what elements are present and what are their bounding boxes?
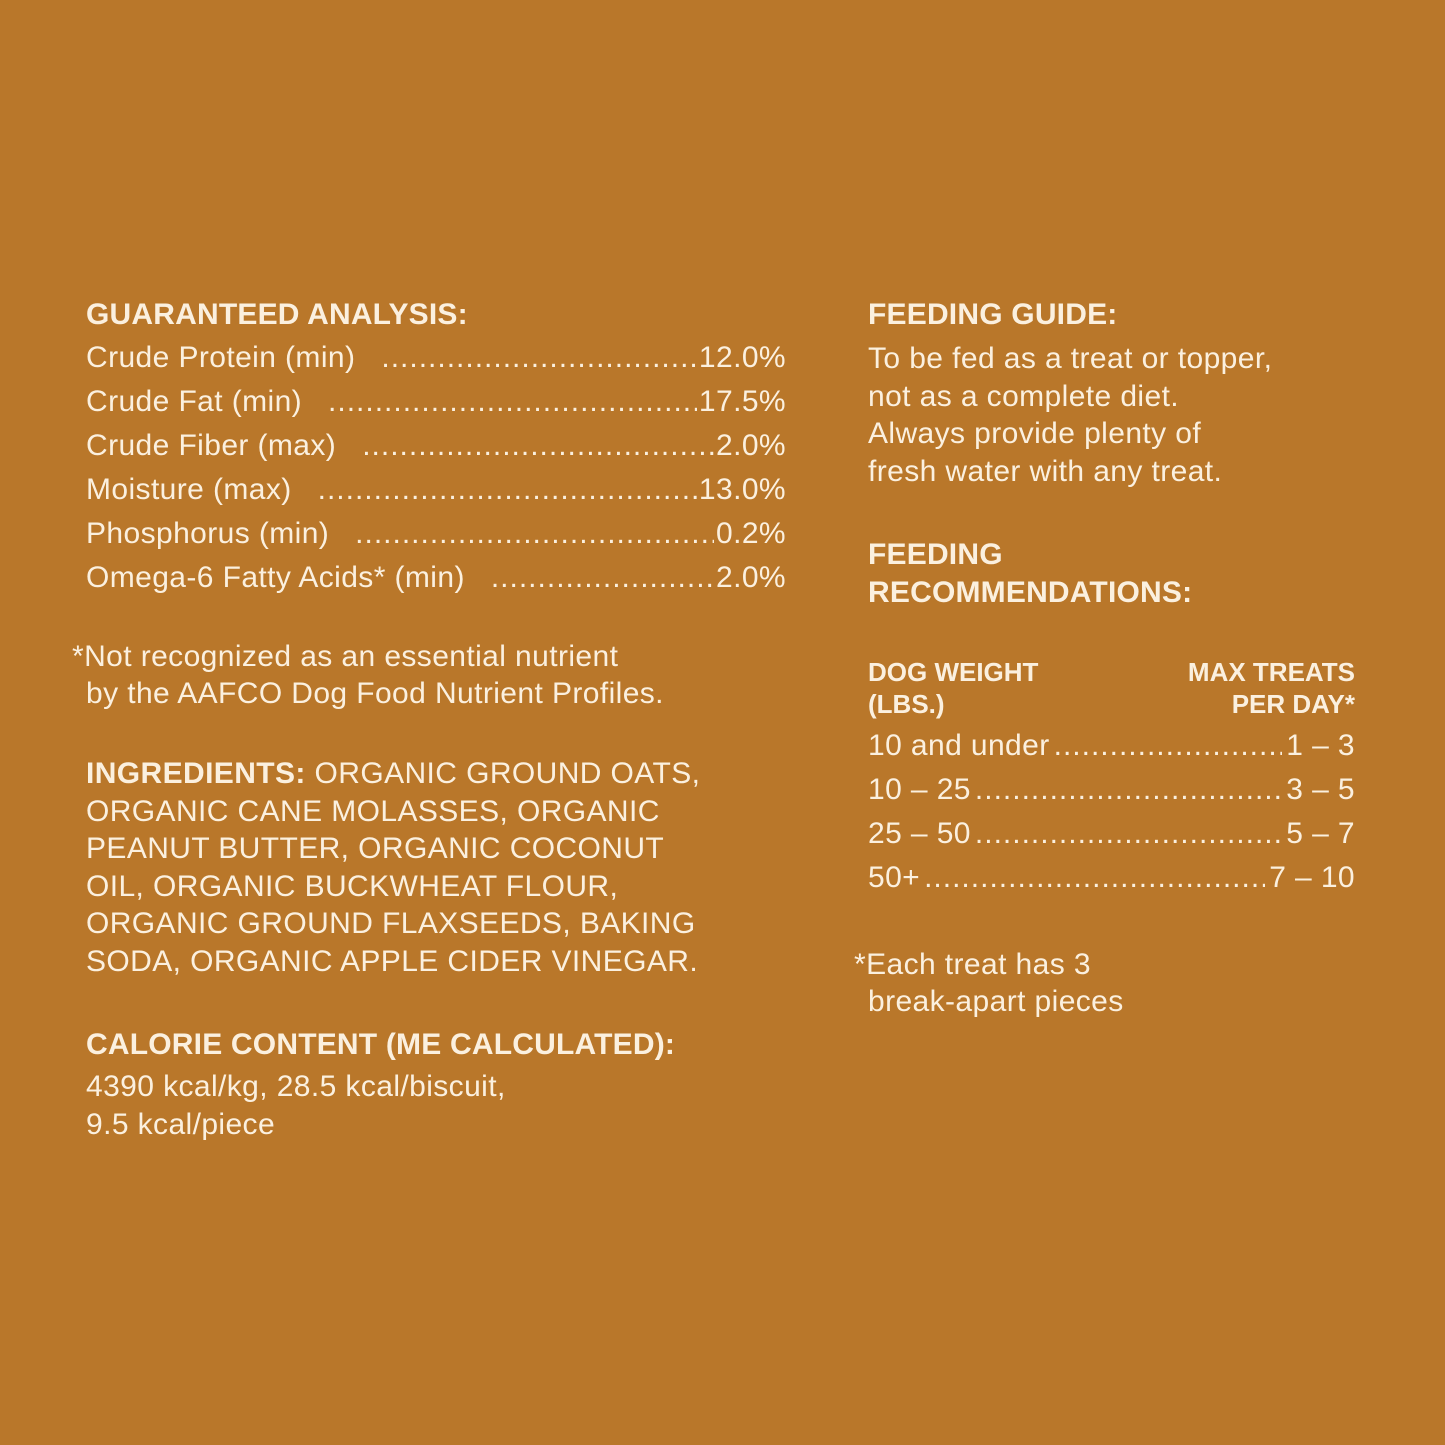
weight-cell: 10 – 25 bbox=[868, 773, 971, 806]
analysis-row bbox=[86, 468, 786, 512]
footnote-line: *Each treat has 3 bbox=[854, 948, 1091, 981]
analysis-label: Crude Protein (min) bbox=[86, 341, 356, 374]
dot-leader bbox=[924, 856, 1265, 900]
treat-table bbox=[868, 724, 1355, 900]
analysis-value: 0.2% bbox=[716, 517, 786, 550]
analysis-value: 12.0% bbox=[698, 341, 786, 374]
weight-cell: 50+ bbox=[868, 861, 921, 894]
ingredients-line: SODA, ORGANIC APPLE CIDER VINEGAR. bbox=[86, 944, 699, 978]
analysis-row bbox=[86, 512, 786, 556]
weight-column-header: DOG WEIGHT (LBS.) bbox=[868, 657, 1039, 719]
dot-leader bbox=[491, 556, 714, 600]
analysis-row bbox=[86, 556, 786, 600]
feeding-guide-line: fresh water with any treat. bbox=[868, 454, 1223, 488]
footnote-line: by the AAFCO Dog Food Nutrient Profiles. bbox=[86, 677, 664, 710]
treat-row bbox=[868, 768, 1355, 812]
weight-cell: 10 and under bbox=[868, 729, 1050, 762]
footnote-line: *Not recognized as an essential nutrient bbox=[72, 640, 619, 673]
treats-column-header: MAX TREATS PER DAY* bbox=[1187, 657, 1355, 719]
dot-leader bbox=[381, 336, 697, 380]
dot-leader bbox=[362, 424, 714, 468]
analysis-value: 17.5% bbox=[698, 385, 786, 418]
ingredients-line: INGREDIENTS: ORGANIC GROUND OATS, bbox=[86, 757, 701, 790]
calorie-heading: CALORIE CONTENT (ME CALCULATED): bbox=[86, 1028, 676, 1061]
treat-row bbox=[868, 856, 1355, 900]
dot-leader bbox=[318, 468, 697, 512]
analysis-row bbox=[86, 424, 786, 468]
footnote-asterisk: * bbox=[72, 640, 85, 673]
recommendations-heading-line: RECOMMENDATIONS: bbox=[868, 576, 1193, 609]
guaranteed-analysis-heading: GUARANTEED ANALYSIS: bbox=[86, 298, 468, 331]
analysis-value: 2.0% bbox=[716, 561, 786, 594]
dot-leader bbox=[355, 512, 714, 556]
dot-leader bbox=[1054, 724, 1283, 768]
analysis-value: 2.0% bbox=[716, 429, 786, 462]
analysis-footnote bbox=[72, 638, 786, 712]
treat-row bbox=[868, 812, 1355, 856]
analysis-label: Moisture (max) bbox=[86, 473, 292, 506]
feeding-guide-line: Always provide plenty of bbox=[868, 417, 1202, 450]
treats-cell: 7 – 10 bbox=[1269, 861, 1355, 894]
left-column bbox=[72, 296, 786, 1143]
dot-leader bbox=[975, 812, 1282, 856]
analysis-table bbox=[86, 336, 786, 600]
analysis-label: Crude Fiber (max) bbox=[86, 429, 337, 462]
calorie-section bbox=[86, 1026, 786, 1143]
dot-leader bbox=[975, 768, 1282, 812]
ingredients-line: ORGANIC CANE MOLASSES, ORGANIC bbox=[86, 794, 660, 828]
recommendations-heading-line: FEEDING bbox=[868, 538, 1003, 571]
treat-row bbox=[868, 724, 1355, 768]
calorie-line: 4390 kcal/kg, 28.5 kcal/biscuit, bbox=[86, 1070, 506, 1103]
treats-cell: 1 – 3 bbox=[1286, 729, 1355, 762]
right-column bbox=[854, 296, 1355, 1020]
analysis-value: 13.0% bbox=[698, 473, 786, 506]
feeding-guide-text bbox=[868, 340, 1355, 490]
ingredients-section bbox=[86, 755, 786, 980]
ingredients-line: PEANUT BUTTER, ORGANIC COCONUT bbox=[86, 832, 665, 865]
ingredients-heading: INGREDIENTS: bbox=[86, 757, 306, 790]
recommendations-heading bbox=[868, 536, 1355, 612]
dot-leader bbox=[328, 380, 697, 424]
footnote-asterisk: * bbox=[854, 948, 867, 981]
calorie-line: 9.5 kcal/piece bbox=[86, 1107, 276, 1141]
ingredients-line: ORGANIC GROUND FLAXSEEDS, BAKING bbox=[86, 907, 696, 940]
analysis-row bbox=[86, 336, 786, 380]
treat-footnote bbox=[854, 946, 1355, 1020]
analysis-label: Phosphorus (min) bbox=[86, 517, 330, 550]
feeding-guide-line: not as a complete diet. bbox=[868, 379, 1180, 413]
analysis-row bbox=[86, 380, 786, 424]
weight-cell: 25 – 50 bbox=[868, 817, 971, 850]
feeding-guide-line: To be fed as a treat or topper, bbox=[868, 342, 1273, 375]
analysis-label: Crude Fat (min) bbox=[86, 385, 303, 418]
footnote-line: break-apart pieces bbox=[868, 985, 1124, 1018]
treats-cell: 3 – 5 bbox=[1286, 773, 1355, 806]
treats-cell: 5 – 7 bbox=[1286, 817, 1355, 850]
treat-table-header bbox=[868, 656, 1355, 720]
analysis-label: Omega-6 Fatty Acids* (min) bbox=[86, 561, 465, 594]
feeding-guide-heading: FEEDING GUIDE: bbox=[868, 298, 1118, 331]
ingredients-line: OIL, ORGANIC BUCKWHEAT FLOUR, bbox=[86, 869, 619, 903]
